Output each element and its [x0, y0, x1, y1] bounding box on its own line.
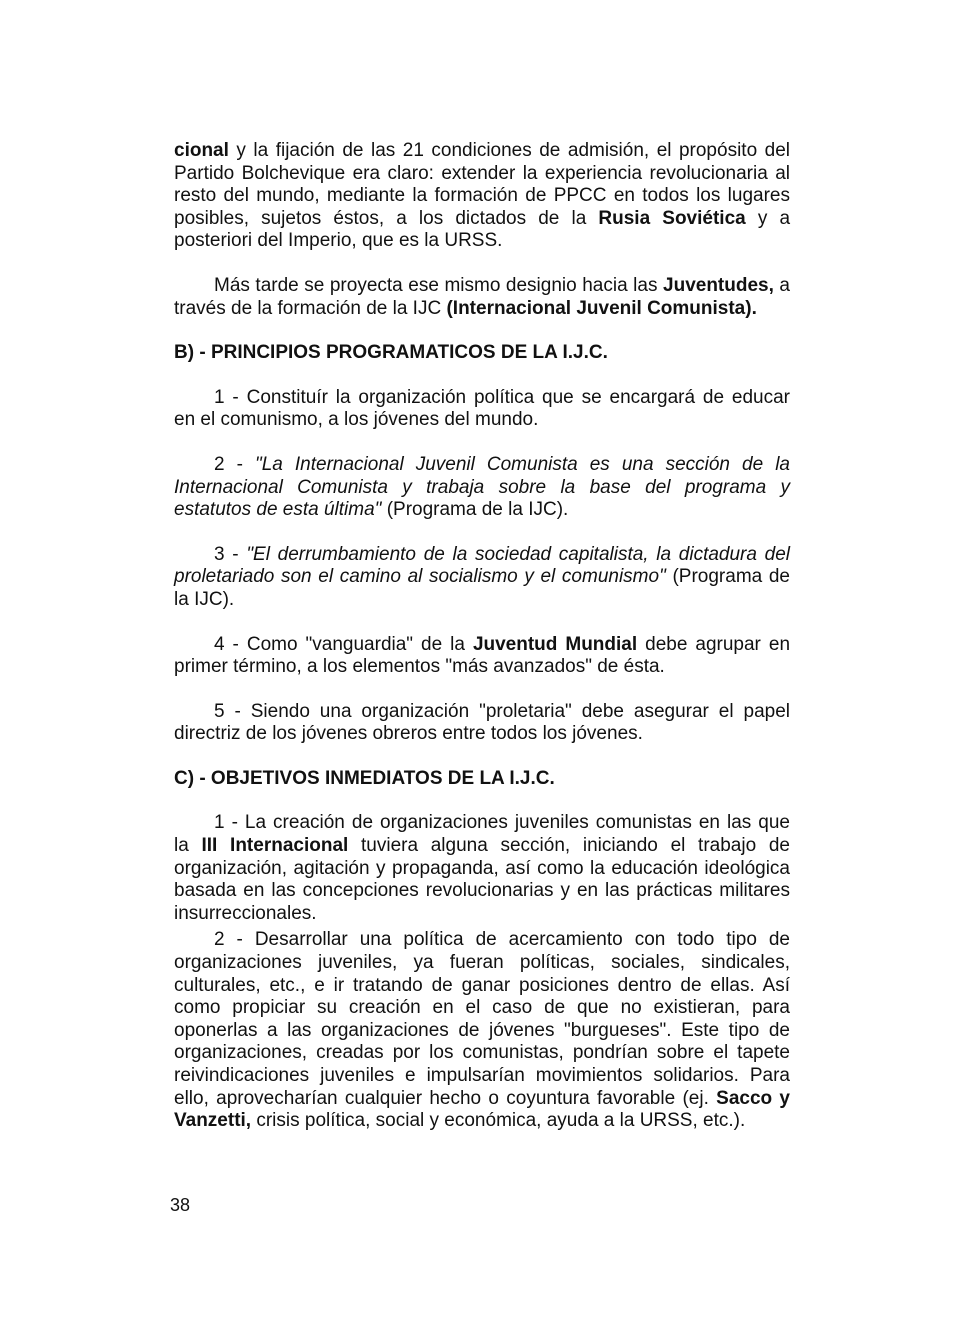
text-segment: y la fijación de las 21 condiciones de admisión, el propósito del Partido Bolchevique era claro: extender la experiencia revolucionaria al resto del mundo, mediante la formación de PPCC en todos los lugares posibles, sujetos éstos, a los dictados de la — [174, 140, 790, 229]
section-b-title: PRINCIPIOS PROGRAMATICOS DE LA I.J.C. — [210, 342, 608, 364]
bold-term-sacco-vanzetti: Sacco y Vanzetti, — [174, 1087, 791, 1132]
bold-term-juventudes: Juventudes, — [663, 274, 774, 296]
text-segment: (Programa de la IJC). — [381, 499, 569, 521]
text-segment: y a posteriori del Imperio, que es la URSS. — [174, 207, 791, 252]
quote-italic: "El derrumbamiento de la sociedad capitalista, la dictadura del proletariado son el camino al socialismo y el comunismo" — [174, 543, 791, 588]
section-b-item-4 — [174, 634, 790, 679]
text-segment: 4 - Como "vanguardia" de la — [214, 633, 473, 655]
item-prefix: 2 - — [214, 453, 255, 475]
text-segment: (Programa de la IJC). — [174, 566, 790, 610]
section-b-item-5: 5 - Siendo una organización "proletaria" debe asegurar el papel directriz de los jóvenes obreros entre todos los jóvenes. — [174, 700, 790, 745]
page-body — [174, 140, 790, 1133]
section-b-heading — [174, 342, 790, 365]
section-b-prefix: B) - — [174, 342, 211, 364]
text-segment: debe agrupar en primer término, a los elementos "más avanzados" de ésta. — [174, 633, 791, 678]
quote-italic: "La Internacional Juvenil Comunista es una sección de la Internacional Comunista y trabaja sobre la base del programa y estatutos de esta última" — [174, 453, 790, 521]
page-number: 38 — [170, 1195, 191, 1215]
section-b-item-1: 1 - Constituír la organización política que se encargará de educar en el comunismo, a los jóvenes del mundo. — [174, 386, 790, 431]
section-b-item-2 — [174, 454, 790, 522]
text-segment: 2 - Desarrollar una política de acercamiento con todo tipo de organizaciones juveniles, ya fueran políticas, sociales, sindicales, culturales, etc., e ir tratando de ganar posiciones dentro de ellas. Así como propiciar su creación en el caso de que no existieran, para oponerlas a las organizaciones de jóvenes "burgueses". Este tipo de organizaciones, creadas por los comunistas, pondrían sobre el tapete reivindicaciones juveniles e impulsarían movimientos solidarios. Para ello, aprovecharían cualquier hecho o coyuntura favorable (ej. — [174, 929, 790, 1109]
section-c-item-1 — [174, 812, 790, 925]
bold-term-cional: cional — [174, 140, 229, 161]
bold-term-iii-internacional: III Internacional — [201, 835, 349, 857]
section-c-item-2 — [174, 929, 790, 1132]
intro-paragraph-2 — [174, 275, 790, 320]
item-prefix: 3 - — [214, 543, 247, 565]
text-segment: tuviera alguna sección, iniciando el trabajo de organización, agitación y propaganda, así como la educación ideológica basada en las concepciones revolucionarias y en las prácticas militares insurreccionales. — [174, 835, 790, 924]
text-segment: 1 - La creación de organizaciones juveniles comunistas en las que la — [174, 812, 790, 857]
intro-paragraph-1 — [174, 140, 790, 253]
bold-term-juventud-mundial: Juventud Mundial — [472, 633, 638, 655]
section-c-heading: C) - OBJETIVOS INMEDIATOS DE LA I.J.C. — [174, 767, 555, 789]
section-b-item-3 — [174, 544, 790, 612]
text-segment: Más tarde se proyecta ese mismo designio hacia las — [214, 274, 664, 296]
text-segment: a través de la formación de la IJC — [174, 274, 790, 319]
text-segment: crisis política, social y económica, ayuda a la URSS, etc.). — [251, 1110, 746, 1132]
bold-term-rusia-sovietica: Rusia Soviética — [598, 207, 746, 229]
bold-term-ijc: (Internacional Juvenil Comunista). — [446, 297, 757, 319]
